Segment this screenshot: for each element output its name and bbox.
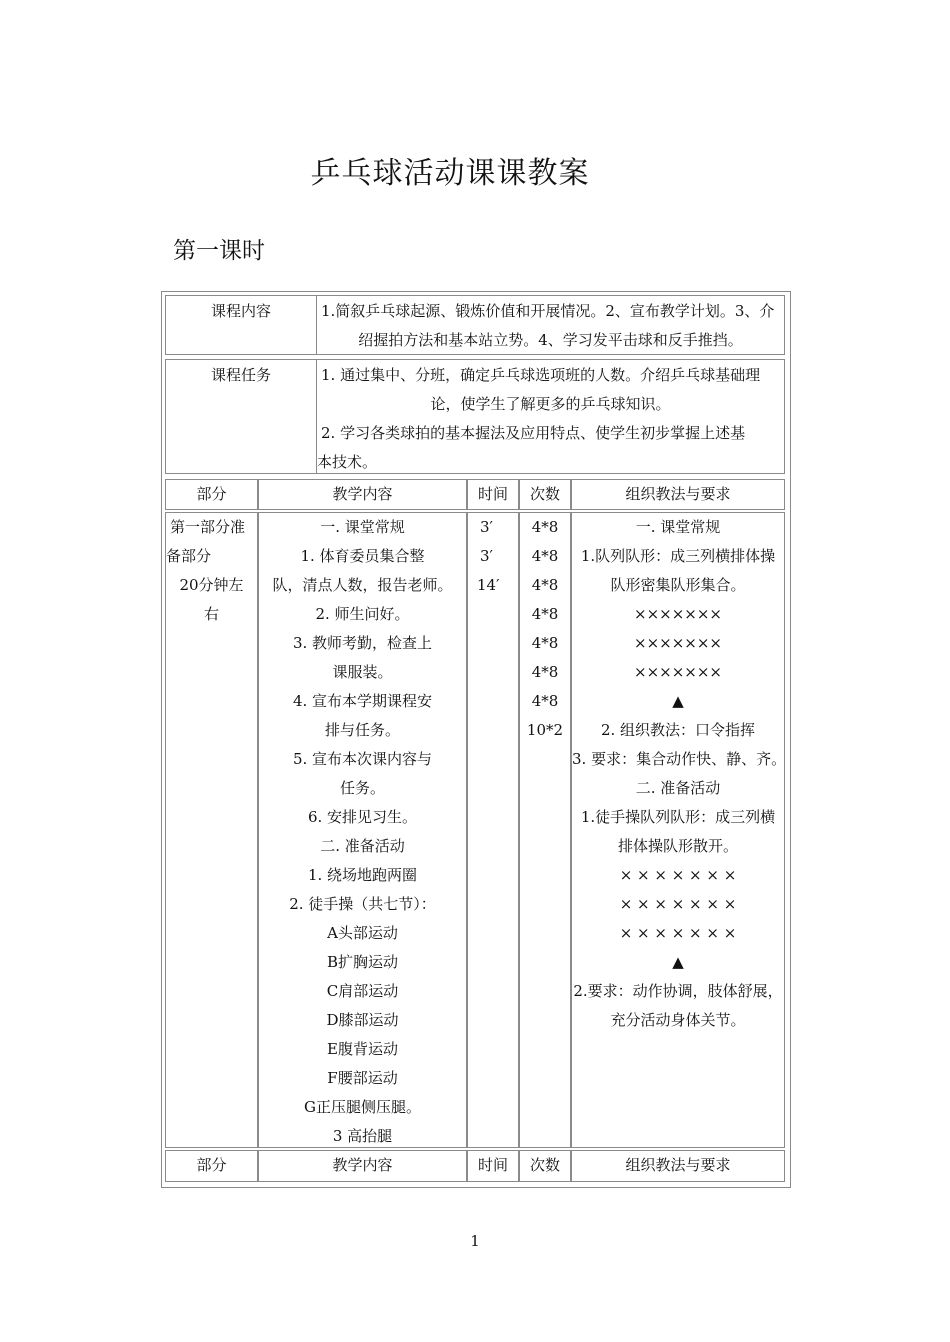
method-line: 1.徒手操队列队形：成三列横 xyxy=(580,808,776,826)
footer-part: 部分 xyxy=(165,1150,258,1182)
part-line: 右 xyxy=(203,605,219,623)
course-task-line: 论，使学生了解更多的乒乓球知识。 xyxy=(430,395,671,413)
content-line: 二. 准备活动 xyxy=(320,837,405,855)
part-line: 第一部分准 xyxy=(170,518,246,536)
course-task-line: 1. 通过集中、分班，确定乒乓球选项班的人数。介绍乒乓球基础理 xyxy=(321,366,761,384)
count-cell xyxy=(519,512,571,1148)
content-line: F腰部运动 xyxy=(327,1069,398,1087)
method-line: 1.队列队形：成三列横排体操 xyxy=(580,547,776,565)
content-line: 3 高抬腿 xyxy=(332,1127,393,1145)
count-line: 4*8 xyxy=(531,518,559,536)
course-task-line: 本技术。 xyxy=(317,453,378,471)
formation-row: × × × × × × × xyxy=(619,866,737,884)
header-part: 部分 xyxy=(165,479,258,510)
count-line: 10*2 xyxy=(526,721,564,739)
time-cell xyxy=(467,512,519,1148)
method-line: 队形密集队形集合。 xyxy=(610,576,746,594)
content-line: 课服装。 xyxy=(332,663,393,681)
footer-method: 组织教法与要求 xyxy=(571,1150,785,1182)
formation-row: × × × × × × × xyxy=(619,924,737,942)
content-line: 队，清点人数，报告老师。 xyxy=(272,576,453,594)
content-line: D膝部运动 xyxy=(326,1011,399,1029)
method-line: 一. 课堂常规 xyxy=(635,518,721,536)
count-line: 4*8 xyxy=(531,605,559,623)
content-line: 一. 课堂常规 xyxy=(320,518,405,536)
course-task-line: 2. 学习各类球拍的基本握法及应用特点、使学生初步掌握上述基 xyxy=(321,424,746,442)
part-line: 备部分 xyxy=(166,547,212,565)
formation-row: ××××××× xyxy=(634,634,722,652)
lesson-heading: 第一课时 xyxy=(173,238,265,264)
content-line: 6. 安排见习生。 xyxy=(307,808,418,826)
method-line: 二. 准备活动 xyxy=(635,779,721,797)
content-line: A头部运动 xyxy=(327,924,398,942)
page-number: 1 xyxy=(470,1232,480,1250)
course-content-text xyxy=(316,295,785,355)
count-line: 4*8 xyxy=(531,692,559,710)
method-line: 2. 组织教法：口令指挥 xyxy=(600,721,756,739)
method-line: 3. 要求：集合动作快、静、齐。 xyxy=(572,750,787,768)
time-line: 3′ xyxy=(480,518,493,536)
content-line: 1. 绕场地跑两圈 xyxy=(307,866,418,884)
course-content-line: 1.简叙乒乓球起源、锻炼价值和开展情况。2、宣布教学计划。3、介 xyxy=(321,302,775,320)
header-method: 组织教法与要求 xyxy=(571,479,785,510)
content-line: G正压腿侧压腿。 xyxy=(304,1098,421,1116)
part-cell xyxy=(165,512,258,1148)
header-count: 次数 xyxy=(519,479,571,510)
content-line: 5. 宣布本次课内容与 xyxy=(292,750,433,768)
method-line: 2.要求：动作协调，肢体舒展， xyxy=(573,982,783,1000)
content-cell xyxy=(258,512,467,1148)
count-line: 4*8 xyxy=(531,663,559,681)
time-line: 3′ xyxy=(480,547,493,565)
time-line: 14′ xyxy=(477,576,500,594)
footer-count: 次数 xyxy=(519,1150,571,1182)
course-task-label: 课程任务 xyxy=(165,359,317,474)
content-line: 2. 师生问好。 xyxy=(315,605,410,623)
method-cell xyxy=(571,512,785,1148)
count-line: 4*8 xyxy=(531,634,559,652)
formation-row: × × × × × × × xyxy=(619,895,737,913)
formation-row: ××××××× xyxy=(634,663,722,681)
teacher-marker: ▲ xyxy=(672,692,684,710)
course-content-label: 课程内容 xyxy=(165,295,317,355)
method-line: 排体操队形散开。 xyxy=(617,837,738,855)
teacher-marker: ▲ xyxy=(672,953,684,971)
content-line: E腹背运动 xyxy=(327,1040,398,1058)
header-time: 时间 xyxy=(467,479,519,510)
count-line: 4*8 xyxy=(531,547,559,565)
course-task-text xyxy=(316,359,785,474)
header-content: 教学内容 xyxy=(258,479,467,510)
content-line: 任务。 xyxy=(339,779,385,797)
footer-content: 教学内容 xyxy=(258,1150,467,1182)
course-content-line: 绍握拍方法和基本站立势。4、学习发平击球和反手推挡。 xyxy=(358,331,743,349)
content-line: 3. 教师考勤，检查上 xyxy=(292,634,433,652)
content-line: B扩胸运动 xyxy=(326,953,399,971)
content-line: 4. 宣布本学期课程安 xyxy=(292,692,433,710)
content-line: C肩部运动 xyxy=(326,982,399,1000)
count-line: 4*8 xyxy=(531,576,559,594)
content-line: 1. 体育委员集合整 xyxy=(300,547,425,565)
content-line: 排与任务。 xyxy=(324,721,400,739)
footer-time: 时间 xyxy=(467,1150,519,1182)
method-line: 充分活动身体关节。 xyxy=(610,1011,746,1029)
content-line: 2. 徒手操（共七节）： xyxy=(289,895,436,913)
formation-row: ××××××× xyxy=(634,605,722,623)
document-title: 乒乓球活动课课教案 xyxy=(310,156,590,191)
part-line: 20分钟左 xyxy=(179,576,244,594)
